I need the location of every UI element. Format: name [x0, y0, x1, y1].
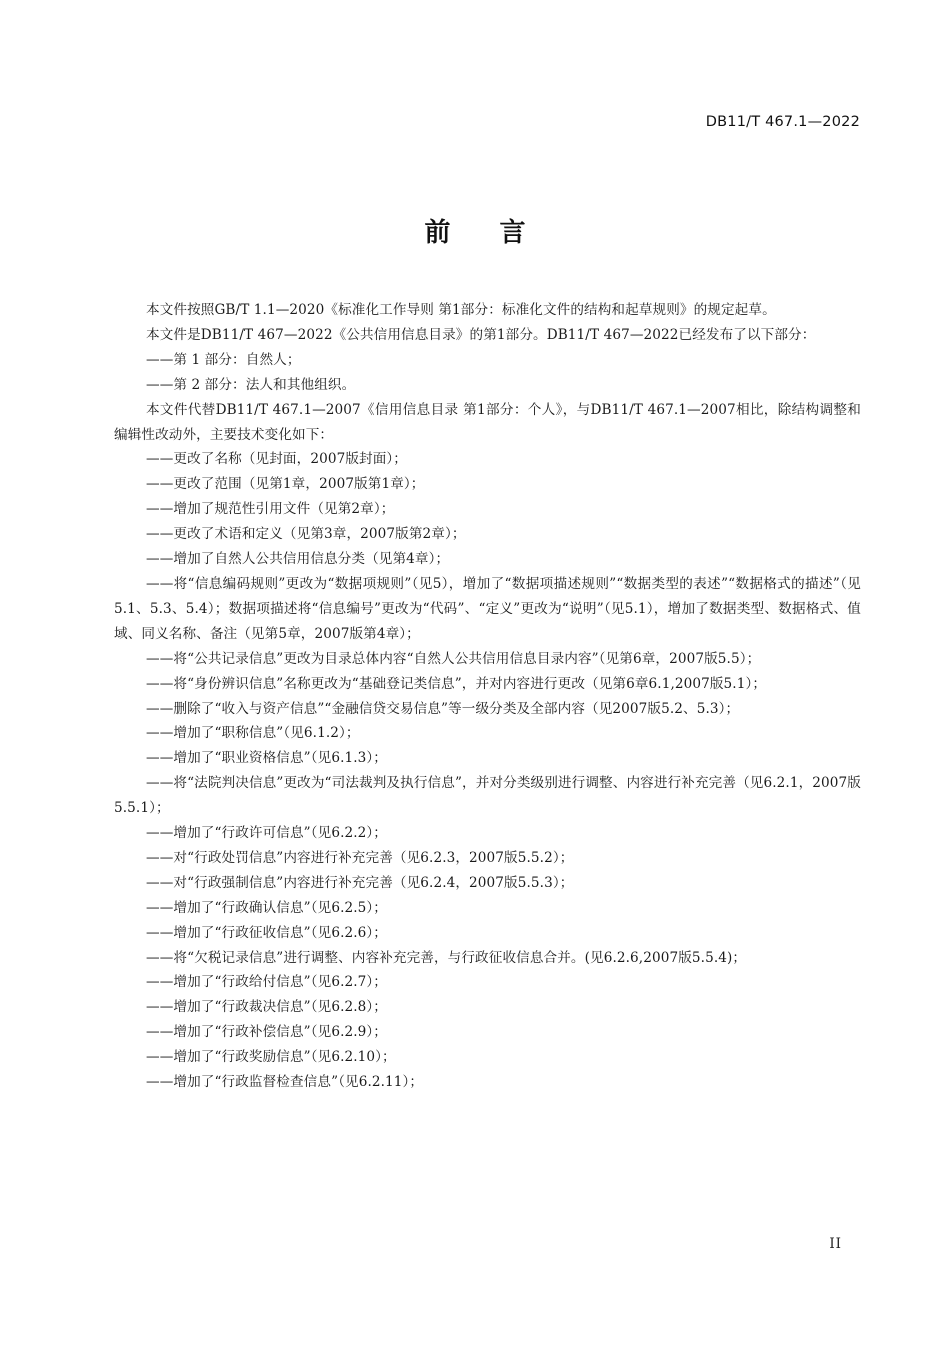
list-item: ——增加了自然人公共信用信息分类（见第4章）； [146, 551, 450, 568]
list-item: ——增加了规范性引用文件（见第2章）； [146, 501, 395, 518]
page-number: II [829, 1236, 842, 1252]
list-item: ——更改了范围（见第1章，2007版第1章）； [146, 476, 425, 493]
list-item: ——对“行政处罚信息”内容进行补充完善（见6.2.3，2007版5.5.2）； [146, 849, 574, 866]
list-item: ——增加了“行政裁决信息”（见6.2.8）； [146, 999, 387, 1016]
paragraph: 本文件代替DB11/T 467.1—2007《信用信息目录 第1部分：个人》，与DB11/T 467.1—2007相比，除结构调整和编辑性改动外，主要技术变化如下： [114, 401, 861, 443]
paragraph: 本文件按照GB/T 1.1—2020《标准化工作导则 第1部分：标准化文件的结构和起草规则》的规定起草。 [146, 302, 776, 318]
list-item: ——增加了“行政补偿信息”（见6.2.9）； [146, 1024, 387, 1041]
list-item: ——将“身份辨识信息”名称更改为“基础登记类信息”，并对内容进行更改（见第6章6.1,2007版5.1）； [146, 675, 767, 692]
document-code: DB11/T 467.1—2022 [705, 114, 860, 130]
list-item: ——更改了术语和定义（见第3章，2007版第2章）； [146, 526, 466, 543]
list-item: ——增加了“行政给付信息”（见6.2.7）； [146, 974, 387, 991]
list-item: ——增加了“行政征收信息”（见6.2.6）； [146, 924, 387, 941]
list-item: ——将“公共记录信息”更改为目录总体内容“自然人公共信用信息目录内容”（见第6章，2007版5.5）； [146, 650, 761, 667]
paragraph: 本文件是DB11/T 467—2022《公共信用信息目录》的第1部分。DB11/T 467—2022已经发布了以下部分： [146, 326, 816, 343]
list-item: ——增加了“职业资格信息”（见6.1.3）； [146, 750, 387, 767]
list-item: ——将“欠税记录信息”进行调整、内容补充完善，与行政征收信息合并。(见6.2.6,2007版5.5.4)； [146, 949, 747, 966]
list-item: ——将“信息编码规则”更改为“数据项规则”（见5），增加了“数据项描述规则”“数据类型的表述”“数据格式的描述”（见5.1、5.3、5.4）；数据项描述将“信息编号”更改为“代码”、“定义”更改为“说明”（见5.1），增加了数据类型、数据格式、值域、同义名称、备注（见第5章，2007版第4章）； [114, 575, 861, 642]
list-item: ——第 2 部分：法人和其他组织。 [146, 376, 356, 393]
list-item: ——增加了“职称信息”（见6.1.2）； [146, 725, 360, 742]
list-item: ——将“法院判决信息”更改为“司法裁判及执行信息”，并对分类级别进行调整、内容进行补充完善（见6.2.1，2007版5.5.1）； [114, 775, 861, 817]
list-item: ——对“行政强制信息”内容进行补充完善（见6.2.4，2007版5.5.3）； [146, 874, 574, 891]
list-item: ——增加了“行政监督检查信息”（见6.2.11）； [146, 1074, 424, 1091]
list-item: ——更改了名称（见封面，2007版封面）； [146, 451, 407, 468]
list-item: ——第 1 部分：自然人； [146, 351, 301, 368]
foreword-body [114, 298, 861, 1095]
list-item: ——增加了“行政确认信息”（见6.2.5）； [146, 899, 387, 916]
list-item: ——删除了“收入与资产信息”“金融信贷交易信息”等一级分类及全部内容（见2007版5.2、5.3）； [146, 700, 740, 717]
page-title: 前 言 [424, 218, 546, 248]
list-item: ——增加了“行政许可信息”（见6.2.2）； [146, 825, 387, 842]
list-item: ——增加了“行政奖励信息”（见6.2.10）； [146, 1049, 396, 1066]
